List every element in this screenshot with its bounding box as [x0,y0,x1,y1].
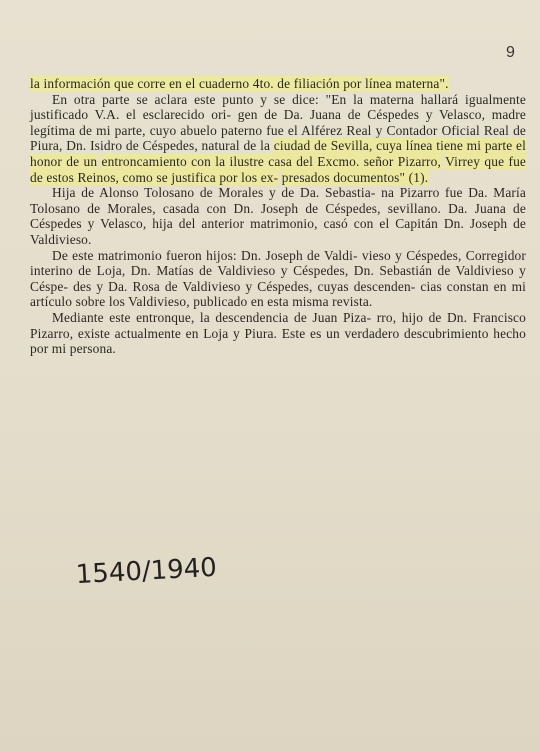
text-line: mi parte, cuyo abuelo paterno fue el Alférez Real y Contador [96,122,438,138]
text-line: De este matrimonio fueron hijos: Dn. Joseph de Valdi- [52,247,358,263]
text-line: Mediante este entronque, la descendencia de Juan Piza- [52,309,372,325]
handwritten-note-text: 1540/1940 [75,552,218,591]
handwritten-note [74,540,274,610]
paragraph-3 [30,185,526,247]
text-line: Hija de Alonso Tolosano de Morales y de Da. Sebastia- [52,185,376,201]
text-line: vieso y Céspedes, Corregidor interino de Loja, Dn. Matías de [30,247,526,279]
text-line: Virrey que fue de estos Reinos, como se justifica por los ex- [30,153,527,185]
text-line: rro, hijo de Dn. Francisco Pizarro, existe actualmente en Loja [30,309,526,341]
paragraph-2 [30,92,526,186]
text-line: presados documentos" (1). [281,169,429,185]
text-line: En otra parte se aclara este punto y se dice: "En la [52,91,364,107]
text-line: persona. [69,341,116,357]
paragraph-4 [30,248,526,310]
paragraph-5 [30,310,526,357]
text-line: Valdivieso y Céspedes, Dn. Sebastián de Valdivieso y Céspe- [30,263,526,294]
text-line: cias constan en mi artículo sobre los Valdivieso, publicado en [30,278,527,310]
text-line: y Piura. Este es un verdadero descubrimiento hecho por mi [30,325,526,357]
text-line: Oficial Real de Piura, Dn. Isidro de Céspedes, natural de la [30,122,527,154]
paragraph-1 [30,76,526,92]
text-line: na Pizarro fue Da. María Tolosano de Morales, casada con [30,185,526,216]
text-line: la información que corre en el cuaderno 4to. de filiación por [30,76,362,91]
text-line: entroncamiento con la ilustre casa del Excmo. señor Pizarro, [101,153,442,169]
text-line: gen de Da. Juana de Céspedes y Velasco, madre legítima de [30,107,526,138]
text-line: ciudad de Sevilla, cuya línea tiene mi parte el honor de un [30,138,526,169]
text-line: materna hallará igualmente justificado V.A. el esclarecido ori- [30,91,526,123]
text-line: línea materna". [365,76,449,91]
body-text [30,76,526,357]
text-line: esta misma revista. [267,294,373,310]
text-line: Dn. Joseph de Valdivieso. [30,216,527,247]
text-line: y Velasco, hija del anterior matrimonio, casó con el Capitán [87,216,438,232]
text-line: Dn. Joseph de Céspedes, sevillano. Da. Juana de Céspedes [30,200,526,232]
page-number: 9 [506,44,515,61]
text-line: des y Da. Rosa de Valdivieso y Céspedes, cuyas descenden- [73,278,416,294]
